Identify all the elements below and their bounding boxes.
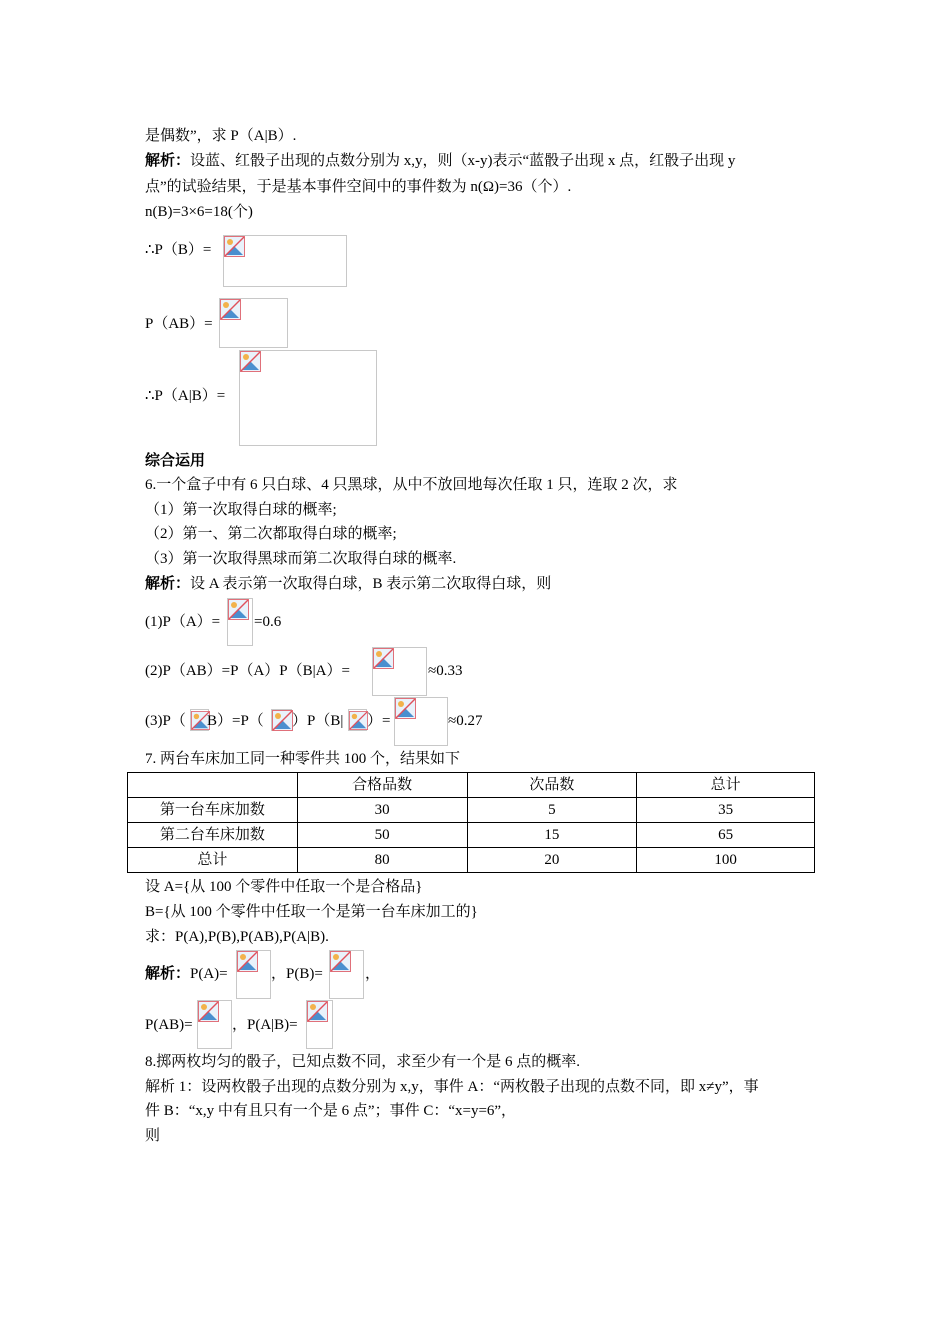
table-cell: 15 (467, 823, 637, 848)
text-line: 设 A 表示第一次取得白球，B 表示第二次取得白球，则 (190, 576, 552, 592)
formula-image (236, 950, 271, 999)
text-line: 求：P(A),P(B),P(AB),P(A|B). (145, 929, 329, 945)
table-cell: 第一台车床加数 (128, 798, 298, 823)
data-table (127, 772, 815, 873)
text-line: 设蓝、红骰子出现的点数分别为 x,y，则（x-y)表示“蓝骰子出现 x 点，红骰子出现 y (190, 153, 736, 169)
formula-label: B）=P（ (207, 713, 264, 729)
table-cell: 65 (637, 823, 815, 848)
text-line: 是偶数”，求 P（A|B）. (145, 128, 297, 144)
formula-image (271, 709, 292, 731)
table-cell: 50 (297, 823, 467, 848)
table-cell: 20 (467, 848, 637, 873)
table-header-cell: 总计 (637, 773, 815, 798)
table-cell: 35 (637, 798, 815, 823)
formula-label: ∴P（B）= (145, 242, 212, 258)
text-line: 则 (145, 1128, 161, 1144)
question-item: （3）第一次取得黑球而第二次取得白球的概率. (145, 551, 457, 567)
formula-image (329, 950, 364, 999)
formula-image (197, 1000, 232, 1049)
formula-image (306, 1000, 333, 1049)
section-heading: 综合运用 (145, 453, 206, 469)
text-line: 设 A={从 100 个零件中任取一个是合格品} (145, 879, 423, 895)
formula-result: ≈0.33 (428, 663, 463, 679)
formula-image (372, 647, 427, 696)
table-row (128, 798, 815, 823)
table-header-cell (128, 773, 298, 798)
question-6: 6.一个盒子中有 6 只白球、4 只黑球，从中不放回地每次任取 1 只，连取 2 次，求 (145, 477, 678, 493)
formula-label: ，P(B)= (271, 966, 323, 982)
formula-label: P(AB)= (145, 1017, 193, 1033)
formula-image (348, 709, 367, 731)
question-item: （2）第一、第二次都取得白球的概率; (145, 526, 397, 542)
formula-label: P(A)= (190, 966, 228, 982)
formula-label: ）= (367, 713, 391, 729)
table-cell: 100 (637, 848, 815, 873)
formula-label: ∴P（A|B）= (145, 388, 226, 404)
formula-image (223, 235, 347, 287)
table-cell: 80 (297, 848, 467, 873)
solution-label: 解析： (145, 576, 191, 592)
formula-label: (3)P（ (145, 713, 186, 729)
table-cell: 总计 (128, 848, 298, 873)
formula-label: P（AB）= (145, 316, 213, 332)
formula-label: ， (365, 966, 381, 982)
text-line: B={从 100 个零件中任取一个是第一台车床加工的} (145, 904, 478, 920)
table-cell: 5 (467, 798, 637, 823)
text-line: 件 B：“x,y 中有且只有一个是 6 点”；事件 C：“x=y=6”， (145, 1103, 517, 1119)
formula-label: (1)P（A）= (145, 614, 221, 630)
table-cell: 第二台车床加数 (128, 823, 298, 848)
formula-image (394, 697, 448, 746)
solution-line (145, 151, 735, 171)
table-header-row (128, 773, 815, 798)
solution-label: 解析： (145, 966, 191, 982)
question-7: 7. 两台车床加工同一种零件共 100 个，结果如下 (145, 751, 461, 767)
table-header-cell: 次品数 (467, 773, 637, 798)
formula-image (239, 350, 377, 446)
solution-label: 解析： (145, 153, 191, 169)
table-row (128, 823, 815, 848)
table-header-cell: 合格品数 (297, 773, 467, 798)
formula-result: ≈0.27 (448, 713, 483, 729)
formula-image (219, 298, 288, 348)
formula-label: ，P(A|B)= (232, 1017, 298, 1033)
text-line: 点”的试验结果，于是基本事件空间中的事件数为 n(Ω)=36（个）. (145, 179, 572, 195)
text-line: 解析 1：设两枚骰子出现的点数分别为 x,y，事件 A：“两枚骰子出现的点数不同，即 x≠y”，事 (145, 1079, 759, 1095)
table-row (128, 848, 815, 873)
formula-image (227, 598, 253, 646)
solution-line (145, 574, 551, 594)
solution-line (145, 964, 228, 984)
formula-result: =0.6 (254, 614, 282, 630)
formula-label: ）P（B| (292, 713, 344, 729)
table-cell: 30 (297, 798, 467, 823)
question-8: 8.掷两枚均匀的骰子，已知点数不同，求至少有一个是 6 点的概率. (145, 1054, 581, 1070)
formula-label: (2)P（AB）=P（A）P（B|A）= (145, 663, 350, 679)
question-item: （1）第一次取得白球的概率; (145, 502, 337, 518)
text-line: n(B)=3×6=18(个) (145, 204, 253, 220)
